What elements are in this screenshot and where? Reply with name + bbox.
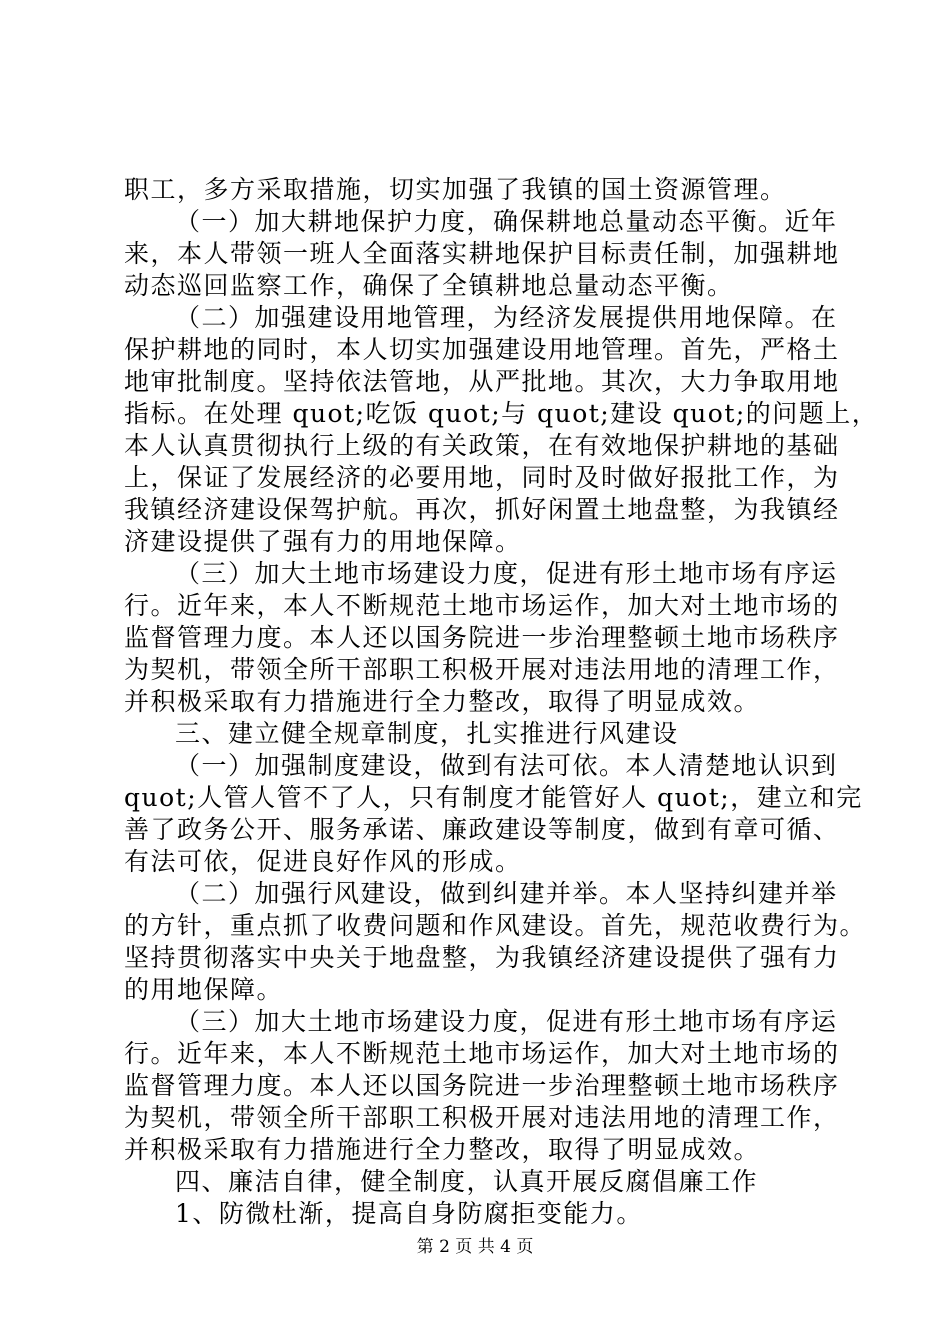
list-item: 1、防微杜渐，提高自身防腐拒变能力。 bbox=[175, 1199, 643, 1228]
page-footer: 第 2 页 共 4 页 bbox=[416, 1237, 534, 1257]
text-line: 指标。在处理 quot;吃饭 quot;与 quot;建设 quot;的问题上， bbox=[124, 399, 879, 428]
paragraph-heading: （三）加大土地市场建设力度，促进有形土地市场有序运 bbox=[175, 1007, 838, 1036]
text-line: 为契机，带领全所干部职工积极开展对违法用地的清理工作， bbox=[124, 655, 840, 684]
paragraph-heading: （二）加强行风建设，做到纠建并举。本人坚持纠建并举 bbox=[175, 879, 838, 908]
paragraph-heading: （一）加大耕地保护力度，确保耕地总量动态平衡。近年 bbox=[175, 207, 838, 236]
text-line: 地审批制度。坚持依法管地，从严批地。其次，大力争取用地 bbox=[124, 367, 840, 396]
text-line: 并积极采取有力措施进行全力整改，取得了明显成效。 bbox=[124, 687, 761, 716]
text-line: 的用地保障。 bbox=[124, 975, 284, 1004]
section-heading: 三、建立健全规章制度，扎实推进行风建设 bbox=[175, 719, 679, 748]
text-line: 济建设提供了强有力的用地保障。 bbox=[124, 527, 522, 556]
paragraph-heading: （一）加强制度建设，做到有法可依。本人清楚地认识到 bbox=[175, 751, 838, 780]
text-line: 的方针，重点抓了收费问题和作风建设。首先，规范收费行为。 bbox=[124, 911, 867, 940]
text-line: 职工，多方采取措施，切实加强了我镇的国土资源管理。 bbox=[124, 175, 787, 204]
text-line: 并积极采取有力措施进行全力整改，取得了明显成效。 bbox=[124, 1135, 761, 1164]
paragraph-heading: （二）加强建设用地管理，为经济发展提供用地保障。在 bbox=[175, 303, 838, 332]
text-line: 我镇经济建设保驾护航。再次，抓好闲置土地盘整，为我镇经 bbox=[124, 495, 840, 524]
paragraph-heading: （三）加大土地市场建设力度，促进有形土地市场有序运 bbox=[175, 559, 838, 588]
text-line: 善了政务公开、服务承诺、廉政建设等制度，做到有章可循、 bbox=[124, 815, 840, 844]
text-line: 有法可依，促进良好作风的形成。 bbox=[124, 847, 522, 876]
text-line: 动态巡回监察工作，确保了全镇耕地总量动态平衡。 bbox=[124, 271, 734, 300]
text-line: 上，保证了发展经济的必要用地，同时及时做好报批工作，为 bbox=[124, 463, 840, 492]
text-line: 保护耕地的同时，本人切实加强建设用地管理。首先，严格土 bbox=[124, 335, 840, 364]
text-line: 本人认真贯彻执行上级的有关政策，在有效地保护耕地的基础 bbox=[124, 431, 840, 460]
text-line: 监督管理力度。本人还以国务院进一步治理整顿土地市场秩序 bbox=[124, 623, 840, 652]
section-heading: 四、廉洁自律，健全制度，认真开展反腐倡廉工作 bbox=[175, 1167, 759, 1196]
text-line: 行。近年来，本人不断规范土地市场运作，加大对土地市场的 bbox=[124, 1039, 840, 1068]
text-line: 坚持贯彻落实中央关于地盘整，为我镇经济建设提供了强有力 bbox=[124, 943, 840, 972]
text-line: 监督管理力度。本人还以国务院进一步治理整顿土地市场秩序 bbox=[124, 1071, 840, 1100]
text-line: quot;人管人管不了人，只有制度才能管好人 quot;，建立和完 bbox=[124, 783, 863, 812]
text-line: 行。近年来，本人不断规范土地市场运作，加大对土地市场的 bbox=[124, 591, 840, 620]
text-line: 为契机，带领全所干部职工积极开展对违法用地的清理工作， bbox=[124, 1103, 840, 1132]
text-line: 来，本人带领一班人全面落实耕地保护目标责任制，加强耕地 bbox=[124, 239, 840, 268]
